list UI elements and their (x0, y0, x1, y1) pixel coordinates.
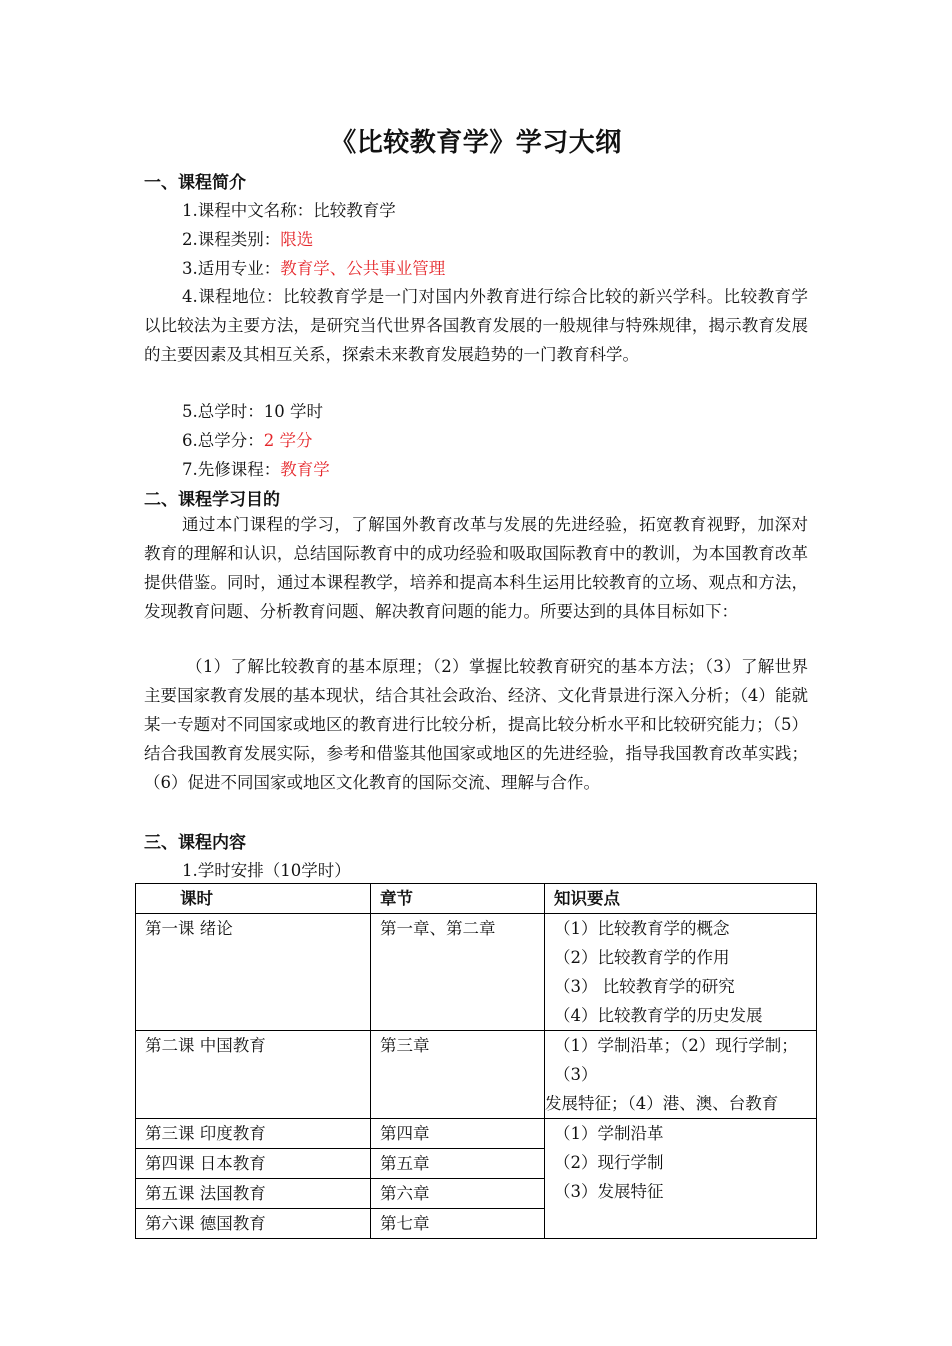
course-type-label: 2.课程类别： (182, 230, 281, 249)
lesson-cell: 第一课 绪论 (136, 914, 371, 1031)
key-point: （3）发展特征 (554, 1182, 664, 1201)
key-point: （3） 比较教育学的研究 (554, 977, 735, 996)
points-cell (545, 914, 817, 1031)
shared-points-cell (545, 1119, 817, 1239)
prerequisite-label: 7.先修课程： (182, 460, 281, 479)
credits-label: 6.总学分： (182, 431, 264, 450)
credits-value: 2 学分 (263, 431, 313, 450)
section-heading-content: 三、课程内容 (144, 833, 246, 853)
major-line (182, 255, 445, 279)
credits-line (182, 427, 313, 451)
prerequisite-value: 教育学 (280, 460, 330, 479)
table-header-row (136, 884, 817, 914)
key-point: （2）现行学制 (554, 1153, 664, 1172)
schedule-table (135, 883, 817, 1239)
course-status-paragraph: 4.课程地位：比较教育学是一门对国内外教育进行综合比较的新兴学科。比较教育学以比较法为主要方法，是研究当代世界各国教育发展的一般规律与特殊规律，揭示教育发展的主要因素及其相互关系，探索未来教育发展趋势的一门教育科学。 (144, 287, 808, 364)
lesson-cell: 第四课 日本教育 (136, 1149, 371, 1179)
purpose-paragraph: 通过本门课程的学习，了解国外教育改革与发展的先进经验，拓宽教育视野，加深对教育的理解和认识，总结国际教育中的成功经验和吸取国际教育中的教训，为本国教育改革提供借鉴。同时，通过本课程教学，培养和提高本科生运用比较教育的立场、观点和方法，发现教育问题、分析教育问题、解决教育问题的能力。所要达到的具体目标如下： (144, 515, 808, 621)
chapter-cell: 第一章、第二章 (371, 914, 545, 1031)
objectives-paragraph: （1）了解比较教育的基本原理；（2）掌握比较教育研究的基本方法；（3）了解世界主要国家教育发展的基本现状，结合其社会政治、经济、文化背景进行深入分析；（4）能就某一专题对不同国家或地区的教育进行比较分析，提高比较分析水平和比较研究能力；（5）结合我国教育发展实际，参考和借鉴其他国家或地区的先进经验，指导我国教育改革实践；（6）促进不同国家或地区文化教育的国际交流、理解与合作。 (144, 657, 808, 792)
chapter-cell: 第三章 (371, 1031, 545, 1119)
document-title: 《比较教育学》学习大纲 (330, 128, 622, 158)
section-heading-purpose: 二、课程学习目的 (144, 490, 280, 510)
lesson-cell: 第五课 法国教育 (136, 1179, 371, 1209)
course-type-value: 限选 (280, 230, 314, 249)
course-name-line (182, 197, 396, 221)
chapter-cell: 第四章 (371, 1119, 545, 1149)
hours-arrangement-line: 1.学时安排（10学时） (182, 861, 351, 880)
table-row (136, 1119, 817, 1149)
chapter-cell: 第六章 (371, 1179, 545, 1209)
course-name-value: 比较教育学 (313, 201, 396, 220)
header-chapter: 章节 (371, 884, 545, 914)
total-hours-label: 5.总学时： (182, 402, 264, 421)
major-label: 3.适用专业： (182, 259, 281, 278)
header-key-points: 知识要点 (545, 884, 817, 914)
key-point: （1）学制沿革；（2）现行学制；（3） (554, 1036, 798, 1084)
table-row (136, 914, 817, 1031)
key-point: （4）比较教育学的历史发展 (554, 1006, 763, 1025)
key-point: 发展特征；（4）港、澳、台教育 (545, 1094, 779, 1113)
header-lesson: 课时 (136, 884, 371, 914)
total-hours-line (182, 398, 323, 422)
table-row (136, 1031, 817, 1119)
total-hours-value: 10 学时 (263, 402, 323, 421)
lesson-cell: 第三课 印度教育 (136, 1119, 371, 1149)
major-value: 教育学、公共事业管理 (280, 259, 446, 278)
prerequisite-line (182, 456, 330, 480)
course-type-line (182, 226, 313, 250)
points-cell (545, 1031, 817, 1119)
lesson-cell: 第六课 德国教育 (136, 1209, 371, 1239)
course-name-label: 1.课程中文名称： (182, 201, 314, 220)
chapter-cell: 第七章 (371, 1209, 545, 1239)
key-point: （1）学制沿革 (554, 1124, 664, 1143)
key-point: （2）比较教育学的作用 (554, 948, 730, 967)
section-heading-intro: 一、课程简介 (144, 173, 246, 193)
lesson-cell: 第二课 中国教育 (136, 1031, 371, 1119)
chapter-cell: 第五章 (371, 1149, 545, 1179)
key-point: （1）比较教育学的概念 (554, 919, 730, 938)
